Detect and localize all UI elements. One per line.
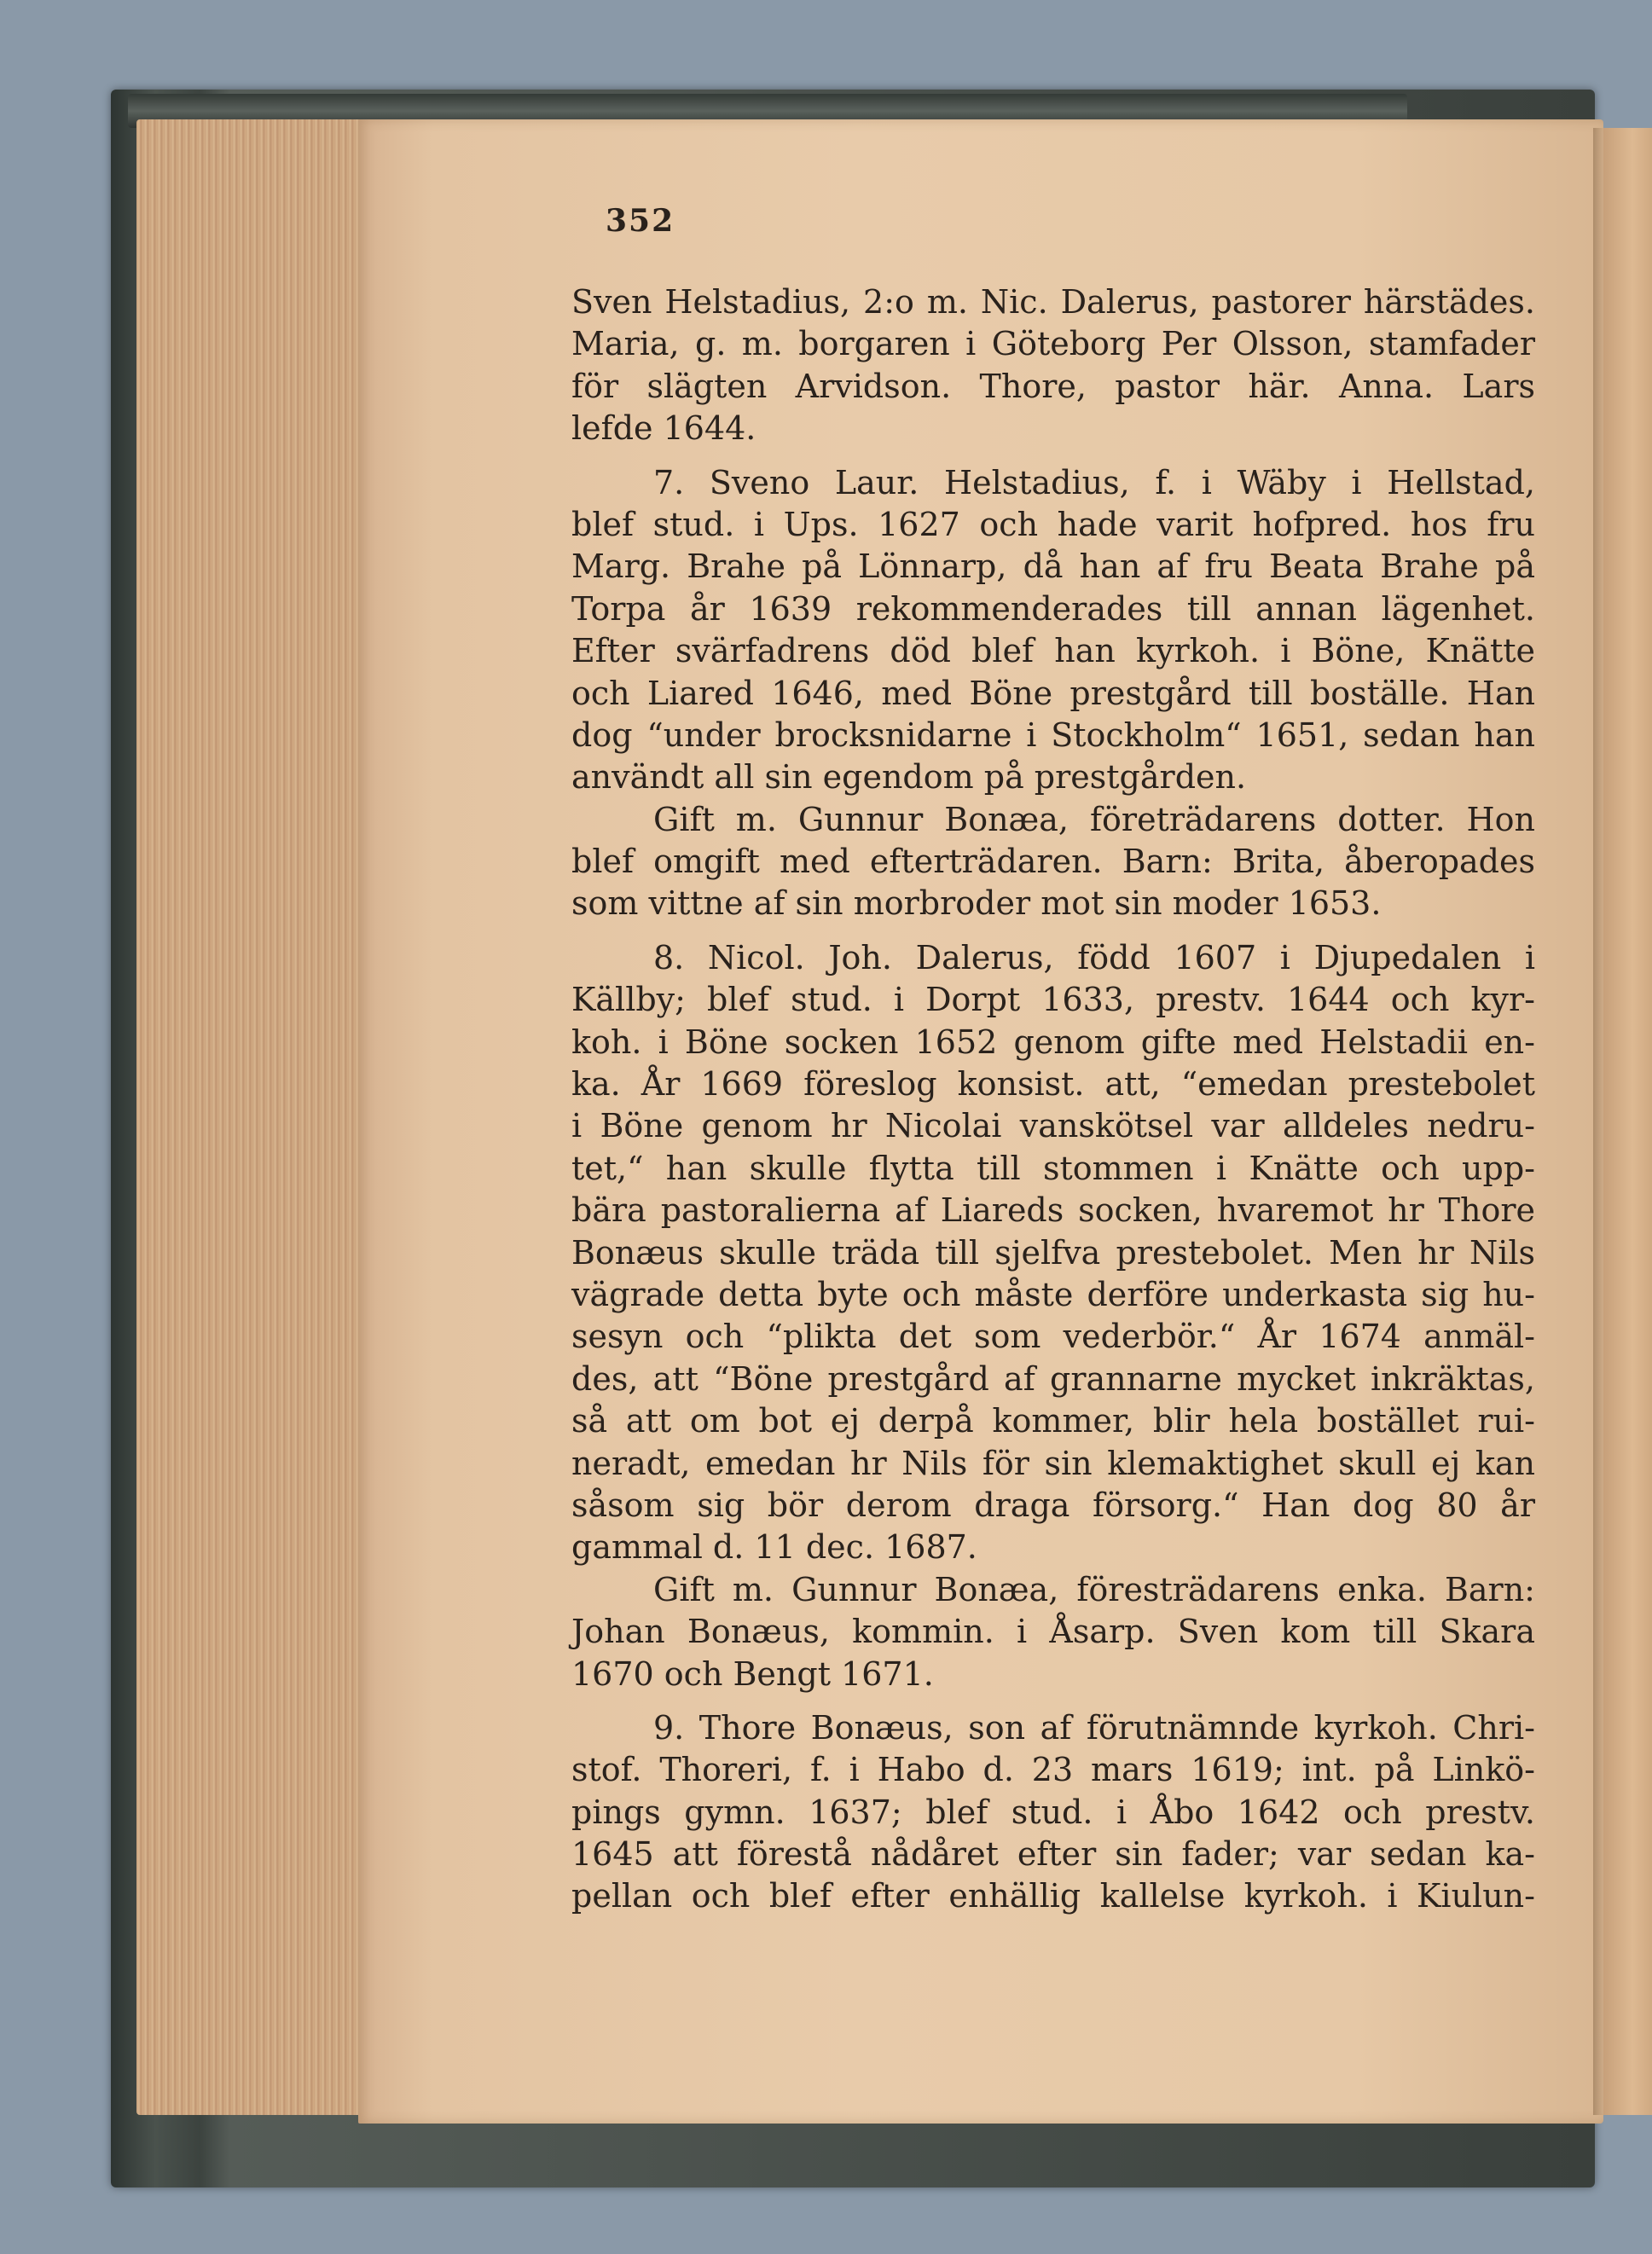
text-line: i Böne genom hr Nicolai vanskötsel var alldeles nedru- [571, 1107, 1535, 1145]
text-line: Gift m. Gunnur Bonæa, företrädarens dotter. Hon [653, 800, 1535, 838]
text-line: bära pastoralierna af Liareds socken, hvaremot hr Thore [571, 1191, 1535, 1230]
paragraph-gap [571, 925, 1535, 937]
text-line: så att om bot ej derpå kommer, blir hela bostället rui- [571, 1402, 1535, 1440]
text-line: Källby; blef stud. i Dorpt 1633, prestv. 1644 och kyr- [571, 981, 1535, 1019]
page-body-text [571, 281, 1535, 1918]
paragraph-gap [571, 450, 1535, 462]
text-line: och Liared 1646, med Böne prestgård till boställe. Han [571, 674, 1535, 712]
text-line: vägrade detta byte och måste derföre underkasta sig hu- [571, 1275, 1535, 1313]
page-block-edges [136, 119, 392, 2115]
text-line: Bonæus skulle träda till sjelfva prestebolet. Men hr Nils [571, 1233, 1535, 1272]
text-line: neradt, emedan hr Nils för sin klemaktighet skull ej kan [571, 1444, 1535, 1482]
text-line: för slägten Arvidson. Thore, pastor här. Anna. Lars [571, 367, 1535, 405]
text-line: pellan och blef efter enhällig kallelse kyrkoh. i Kiulun- [571, 1877, 1535, 1915]
text-line: ka. År 1669 föreslog konsist. att, “emedan prestebolet [571, 1065, 1535, 1104]
text-line: pings gymn. 1637; blef stud. i Åbo 1642 och prestv. [571, 1793, 1535, 1831]
text-line: blef omgift med efterträdaren. Barn: Brita, åberopades [571, 843, 1535, 881]
page-number: 352 [606, 203, 675, 239]
text-line: såsom sig bör derom draga försorg.“ Han dog 80 år [571, 1486, 1535, 1524]
text-line: Marg. Brahe på Lönnarp, då han af fru Beata Brahe på [571, 548, 1535, 586]
text-line: 1645 att förestå nådåret efter sin fader; var sedan ka- [571, 1835, 1535, 1874]
text-line: tet,“ han skulle flytta till stommen i Knätte och upp- [571, 1149, 1535, 1187]
text-line: Maria, g. m. borgaren i Göteborg Per Olsson, stamfader [571, 325, 1535, 363]
next-page-edge [1603, 128, 1652, 2115]
paragraph-gap [571, 1695, 1535, 1707]
text-line: des, att “Böne prestgård af grannarne mycket inkräktas, [571, 1359, 1535, 1398]
text-line: blef stud. i Ups. 1627 och hade varit hofpred. hos fru [571, 505, 1535, 543]
text-line: Torpa år 1639 rekommenderades till annan lägenhet. [571, 589, 1535, 628]
text-line: gammal d. 11 dec. 1687. [571, 1528, 977, 1567]
text-line: stof. Thoreri, f. i Habo d. 23 mars 1619; int. på Linkö- [571, 1751, 1535, 1789]
text-line: 9. Thore Bonæus, son af förutnämnde kyrkoh. Chri- [653, 1708, 1535, 1747]
text-line: lefde 1644. [571, 409, 756, 448]
text-line: Efter svärfadrens död blef han kyrkoh. i Böne, Knätte [571, 632, 1535, 670]
text-line: Johan Bonæus, kommin. i Åsarp. Sven kom till Skara [571, 1613, 1535, 1651]
text-line: koh. i Böne socken 1652 genom gifte med Helstadii en- [571, 1023, 1535, 1061]
text-line: sesyn och “plikta det som vederbör.“ År 1674 anmäl- [571, 1318, 1535, 1356]
text-line: dog “under brocksnidarne i Stockholm“ 1651, sedan han [571, 716, 1535, 754]
text-line: 7. Sveno Laur. Helstadius, f. i Wäby i Hellstad, [653, 463, 1535, 501]
text-line: Gift m. Gunnur Bonæa, föresträdarens enka. Barn: [653, 1570, 1535, 1608]
text-line: 8. Nicol. Joh. Dalerus, född 1607 i Djupedalen i [653, 938, 1535, 976]
text-line: Sven Helstadius, 2:o m. Nic. Dalerus, pastorer härstädes. [571, 283, 1535, 321]
text-line: 1670 och Bengt 1671. [571, 1654, 934, 1693]
text-line: användt all sin egendom på prestgården. [571, 758, 1247, 797]
text-line: som vittne af sin morbroder mot sin moder 1653. [571, 884, 1382, 923]
